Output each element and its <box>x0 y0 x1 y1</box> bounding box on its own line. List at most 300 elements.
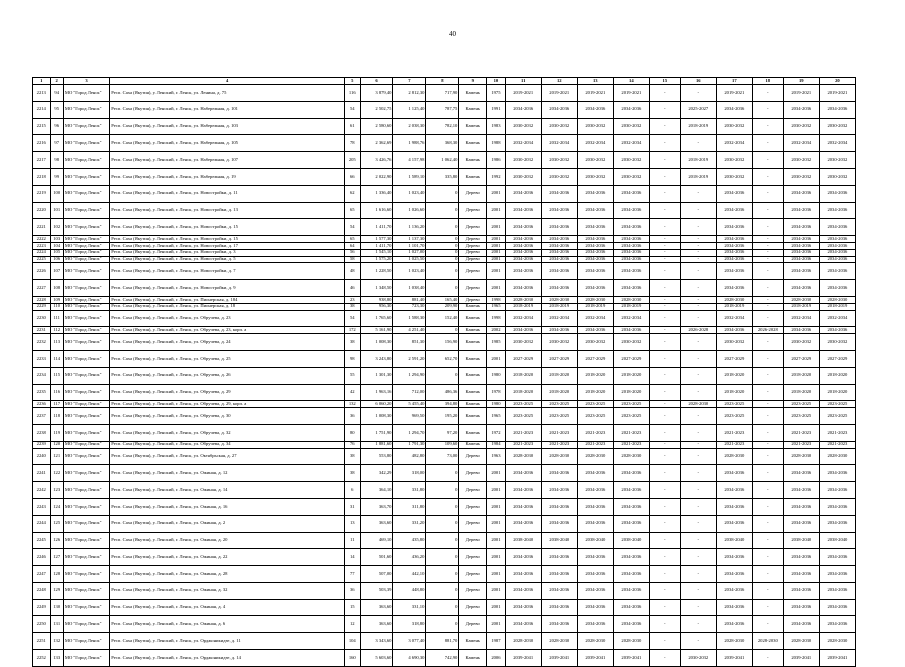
table-cell: - <box>752 482 783 499</box>
table-cell: 2028-2030 <box>680 401 716 408</box>
table-cell: 2023-2025 <box>613 401 649 408</box>
table-cell: - <box>752 650 783 667</box>
table-cell: 2034-2036 <box>613 219 649 236</box>
table-cell: 2027-2029 <box>577 350 613 367</box>
table-cell: 2034-2036 <box>819 327 855 334</box>
table-cell: 2236 <box>33 401 51 408</box>
table-cell: - <box>649 168 680 185</box>
table-cell: Дерево <box>459 532 487 549</box>
table-cell: 2028-2030 <box>716 448 752 465</box>
table-cell: 2250 <box>33 616 51 633</box>
table-cell: 2032-2034 <box>613 135 649 152</box>
table-cell: 2241 <box>33 465 51 482</box>
table-cell: - <box>680 549 716 566</box>
table-cell: 2217 <box>33 152 51 169</box>
table-cell: - <box>680 256 716 263</box>
table-row <box>33 633 856 650</box>
table-cell: МО "Город Ленск" <box>63 424 109 441</box>
table-cell: 6 <box>345 482 360 499</box>
table-cell: 1983 <box>487 118 506 135</box>
table-cell: 2034-2036 <box>613 582 649 599</box>
table-cell: 2001 <box>487 202 506 219</box>
table-cell: МО "Город Ленск" <box>63 101 109 118</box>
table-cell: 2034-2036 <box>541 280 577 297</box>
table-row <box>33 532 856 549</box>
table-cell: 2034-2036 <box>505 566 541 583</box>
table-cell: 2034-2036 <box>505 599 541 616</box>
table-cell: 4 251,40 <box>393 327 426 334</box>
table-cell: - <box>649 549 680 566</box>
table-cell: 2034-2036 <box>577 566 613 583</box>
table-cell: 2023-2025 <box>505 408 541 425</box>
table-cell: 160 <box>345 650 360 667</box>
table-cell: 1 137,30 <box>393 236 426 243</box>
table-cell: 98 <box>50 152 63 169</box>
table-cell: 2220 <box>33 202 51 219</box>
table-cell: 1 027,00 <box>393 249 426 256</box>
table-cell: 2028-2030 <box>505 296 541 303</box>
table-row <box>33 515 856 532</box>
table-cell: 2034-2036 <box>577 498 613 515</box>
table-cell: 2030-2032 <box>613 168 649 185</box>
table-cell: 2001 <box>487 185 506 202</box>
table-cell: 0 <box>426 185 459 202</box>
table-cell: - <box>752 599 783 616</box>
table-cell: 42 <box>345 384 360 401</box>
table-cell: Камень <box>459 650 487 667</box>
table-cell: 2034-2036 <box>716 482 752 499</box>
table-row <box>33 448 856 465</box>
table-cell: Камень <box>459 303 487 310</box>
table-cell: 2001 <box>487 465 506 482</box>
table-cell: Дерево <box>459 448 487 465</box>
table-cell: - <box>752 532 783 549</box>
table-cell: 2 022,90 <box>360 168 393 185</box>
table-cell: 2243 <box>33 498 51 515</box>
table-cell: 36 <box>345 582 360 599</box>
table-cell: 2034-2036 <box>783 482 819 499</box>
table-cell: 2038-2040 <box>819 532 855 549</box>
table-cell: 1 301,30 <box>360 367 393 384</box>
table-cell: 2229 <box>33 303 51 310</box>
table-cell: 2018-2020 <box>819 367 855 384</box>
table-cell: 2034-2036 <box>577 616 613 633</box>
column-number-header: 16 <box>680 78 716 85</box>
table-cell: Дерево <box>459 249 487 256</box>
table-cell: - <box>752 384 783 401</box>
table-cell: 2018-2020 <box>541 384 577 401</box>
table-cell: 2001 <box>487 616 506 633</box>
table-cell: 2034-2036 <box>505 185 541 202</box>
table-row <box>33 424 856 441</box>
table-cell: 2226 <box>33 263 51 280</box>
table-cell: 2034-2036 <box>716 202 752 219</box>
table-cell: 106 <box>50 256 63 263</box>
table-cell: 2034-2036 <box>613 263 649 280</box>
table-cell: 2034-2036 <box>716 185 752 202</box>
table-cell: 2034-2036 <box>716 599 752 616</box>
table-cell: 1985 <box>487 334 506 351</box>
table-cell: 717,90 <box>426 85 459 102</box>
table-cell: 2034-2036 <box>541 515 577 532</box>
table-cell: Камень <box>459 101 487 118</box>
table-cell: 2251 <box>33 633 51 650</box>
table-cell: 2034-2036 <box>613 566 649 583</box>
table-cell: 1 023,40 <box>393 263 426 280</box>
table-cell: 2030-2032 <box>783 152 819 169</box>
table-cell: 104 <box>345 633 360 650</box>
table-cell: 2034-2036 <box>783 566 819 583</box>
table-cell: 2034-2036 <box>716 280 752 297</box>
table-cell: МО "Город Ленск" <box>63 633 109 650</box>
table-cell: - <box>752 566 783 583</box>
table-cell: 2034-2036 <box>716 219 752 236</box>
table-cell: 2018-2020 <box>783 367 819 384</box>
table-cell: 2244 <box>33 515 51 532</box>
table-cell: - <box>649 582 680 599</box>
table-cell: 2039-2041 <box>577 650 613 667</box>
table-cell: 38 <box>345 448 360 465</box>
table-cell: 2034-2036 <box>577 280 613 297</box>
table-cell: МО "Город Ленск" <box>63 599 109 616</box>
table-cell: 98 <box>345 350 360 367</box>
table-cell: 2034-2036 <box>783 249 819 256</box>
table-cell: Дерево <box>459 236 487 243</box>
table-cell: 2034-2036 <box>577 185 613 202</box>
table-cell: 394,80 <box>426 401 459 408</box>
table-cell: - <box>752 367 783 384</box>
table-cell: Камень <box>459 168 487 185</box>
table-cell: - <box>649 256 680 263</box>
table-cell: - <box>649 616 680 633</box>
table-cell: 1 025,50 <box>393 256 426 263</box>
table-cell: 331,20 <box>393 515 426 532</box>
table-cell: Респ. Саха (Якутия), у. Ленский, г. Ленск, ул. Обручева, д. 29, корп. а <box>110 401 345 408</box>
table-cell: 15 <box>345 599 360 616</box>
table-cell: 0 <box>426 566 459 583</box>
table-cell: 482,80 <box>393 448 426 465</box>
column-number-header: 20 <box>819 78 855 85</box>
table-cell: 2034-2036 <box>541 327 577 334</box>
table-cell: 2019-2021 <box>613 85 649 102</box>
table-cell: 2028-2030 <box>819 296 855 303</box>
table-row <box>33 401 856 408</box>
table-cell: 2238 <box>33 424 51 441</box>
table-cell: Дерево <box>459 515 487 532</box>
table-cell: 76 <box>345 441 360 448</box>
table-cell: 2034-2036 <box>541 101 577 118</box>
table-cell: 1965 <box>487 303 506 310</box>
table-cell: 2237 <box>33 408 51 425</box>
table-cell: Дерево <box>459 202 487 219</box>
table-cell: 2235 <box>33 384 51 401</box>
table-cell: 14 <box>345 549 360 566</box>
table-cell: 11 <box>345 532 360 549</box>
table-cell: 119 <box>50 424 63 441</box>
table-row <box>33 482 856 499</box>
table-cell: 2034-2036 <box>541 549 577 566</box>
table-cell: 448,80 <box>393 582 426 599</box>
table-cell: 2034-2036 <box>613 465 649 482</box>
table-cell: 318,80 <box>393 616 426 633</box>
table-row <box>33 582 856 599</box>
table-cell: 2227 <box>33 280 51 297</box>
column-number-header: 3 <box>63 78 109 85</box>
table-cell: 2219 <box>33 185 51 202</box>
table-cell: 2034-2036 <box>577 465 613 482</box>
table-cell: 2030-2032 <box>577 334 613 351</box>
table-cell: 2034-2036 <box>783 582 819 599</box>
table-cell: 2001 <box>487 566 506 583</box>
table-cell: 65 <box>345 236 360 243</box>
table-cell: 2019-2021 <box>541 85 577 102</box>
table-cell: 6 060,20 <box>360 401 393 408</box>
table-cell: 64 <box>345 242 360 249</box>
table-cell: МО "Город Ленск" <box>63 650 109 667</box>
table-cell: 1980 <box>487 367 506 384</box>
table-cell: 2027-2029 <box>783 350 819 367</box>
table-cell: 1 101,70 <box>393 242 426 249</box>
table-cell: 2023-2025 <box>716 401 752 408</box>
table-cell: - <box>649 280 680 297</box>
table-cell: 2030-2032 <box>613 152 649 169</box>
table-cell: Дерево <box>459 616 487 633</box>
table-cell: 2021-2023 <box>819 441 855 448</box>
table-cell: 2038-2040 <box>505 532 541 549</box>
table-cell: 2039-2041 <box>783 650 819 667</box>
table-cell: 435,80 <box>393 532 426 549</box>
table-cell: 2027-2029 <box>819 350 855 367</box>
table-cell: 1 008,30 <box>360 408 393 425</box>
table-row <box>33 350 856 367</box>
table-cell: МО "Город Ленск" <box>63 350 109 367</box>
table-cell: 1980 <box>487 401 506 408</box>
table-cell: 96 <box>50 118 63 135</box>
table-cell: МО "Город Ленск" <box>63 118 109 135</box>
table-cell: 2034-2036 <box>505 242 541 249</box>
table-cell: 2228 <box>33 296 51 303</box>
table-cell: 2028-2030 <box>577 633 613 650</box>
table-cell: Камень <box>459 441 487 448</box>
table-cell: 1 588,30 <box>393 310 426 327</box>
table-cell: 80 <box>345 424 360 441</box>
table-cell: - <box>752 185 783 202</box>
table-cell: 2030-2032 <box>680 650 716 667</box>
table-cell: 2034-2036 <box>577 599 613 616</box>
table-cell: МО "Город Ленск" <box>63 135 109 152</box>
table-cell: Дерево <box>459 482 487 499</box>
table-cell: 2019-2021 <box>819 85 855 102</box>
table-cell: - <box>752 263 783 280</box>
table-row <box>33 599 856 616</box>
table-cell: 2038-2040 <box>613 532 649 549</box>
table-cell: 2023-2025 <box>783 401 819 408</box>
table-cell: 2001 <box>487 599 506 616</box>
table-cell: 2028-2030 <box>752 633 783 650</box>
table-cell: 172 <box>345 327 360 334</box>
table-cell: 2018-2020 <box>541 367 577 384</box>
table-cell: 2032-2034 <box>577 135 613 152</box>
table-cell: 3 343,60 <box>360 633 393 650</box>
table-cell: - <box>752 280 783 297</box>
table-cell: 2021-2023 <box>505 441 541 448</box>
table-row <box>33 303 856 310</box>
table-cell: МО "Город Ленск" <box>63 327 109 334</box>
table-cell: 2034-2036 <box>819 185 855 202</box>
table-cell: 2038-2040 <box>577 532 613 549</box>
table-cell: 4 690,30 <box>393 650 426 667</box>
table-cell: - <box>649 242 680 249</box>
table-cell: 156,90 <box>426 334 459 351</box>
table-cell: 109,60 <box>426 441 459 448</box>
table-cell: 1 963,16 <box>360 384 393 401</box>
table-cell: 2018-2020 <box>716 384 752 401</box>
table-cell: 969,50 <box>393 408 426 425</box>
table-cell: 117 <box>50 401 63 408</box>
table-cell: 2030-2032 <box>819 168 855 185</box>
table-cell: - <box>649 465 680 482</box>
table-cell: 1978 <box>487 384 506 401</box>
table-cell: - <box>752 401 783 408</box>
table-cell: 2030-2032 <box>505 118 541 135</box>
table-row <box>33 310 856 327</box>
table-cell: 2034-2036 <box>819 582 855 599</box>
table-cell: 152,40 <box>426 310 459 327</box>
table-cell: МО "Город Ленск" <box>63 549 109 566</box>
table-cell: 2034-2036 <box>541 242 577 249</box>
table-cell: - <box>649 185 680 202</box>
table-cell: 2034-2036 <box>541 599 577 616</box>
table-cell: 2247 <box>33 566 51 583</box>
table-row <box>33 85 856 102</box>
table-cell: 2025-2027 <box>680 101 716 118</box>
table-cell: 2 580,60 <box>360 118 393 135</box>
table-cell: - <box>649 202 680 219</box>
column-number-header: 15 <box>649 78 680 85</box>
table-cell: 195,20 <box>426 408 459 425</box>
table-cell: 2030-2032 <box>577 118 613 135</box>
table-cell: 2222 <box>33 236 51 243</box>
table-cell: 2034-2036 <box>783 549 819 566</box>
table-cell: 3 879,40 <box>360 85 393 102</box>
table-cell: 2034-2036 <box>505 465 541 482</box>
table-cell: 2034-2036 <box>505 219 541 236</box>
table-cell: 2034-2036 <box>716 327 752 334</box>
table-cell: Респ. Саха (Якутия), у. Ленский, г. Ленск, ул. Набережная, д. 101 <box>110 101 345 118</box>
table-cell: 2023-2025 <box>541 401 577 408</box>
table-cell: 2034-2036 <box>505 101 541 118</box>
table-cell: Респ. Саха (Якутия), у. Ленский, г. Ленск, ул. Октябрьская, д. 27 <box>110 448 345 465</box>
table-cell: 2018-2020 <box>819 384 855 401</box>
table-cell: 2034-2036 <box>613 498 649 515</box>
table-cell: 1 228,50 <box>360 263 393 280</box>
table-cell: 5 161,90 <box>360 327 393 334</box>
table-cell: Респ. Саха (Якутия), у. Ленский, г. Ленск, ул. Обручева, д. 32 <box>110 424 345 441</box>
table-cell: - <box>752 549 783 566</box>
table-cell: 2028-2030 <box>505 448 541 465</box>
table-cell: - <box>680 384 716 401</box>
table-cell: 1 411,70 <box>360 242 393 249</box>
table-cell: 0 <box>426 582 459 599</box>
table-cell: 2034-2036 <box>577 482 613 499</box>
table-cell: МО "Город Ленск" <box>63 280 109 297</box>
table-cell: 363,60 <box>360 616 393 633</box>
table-cell: 2034-2036 <box>783 515 819 532</box>
table-cell: 38 <box>345 334 360 351</box>
table-cell: 331,10 <box>393 599 426 616</box>
table-cell: 2221 <box>33 219 51 236</box>
table-cell: 712,00 <box>393 384 426 401</box>
table-cell: 2034-2036 <box>819 242 855 249</box>
table-row <box>33 280 856 297</box>
table-cell: 2023-2025 <box>819 408 855 425</box>
table-cell: Дерево <box>459 242 487 249</box>
table-cell: 2034-2036 <box>783 202 819 219</box>
table-cell: 2216 <box>33 135 51 152</box>
table-cell: - <box>752 168 783 185</box>
table-cell: - <box>649 599 680 616</box>
table-cell: - <box>680 408 716 425</box>
table-cell: 2034-2036 <box>783 263 819 280</box>
table-cell: 2032-2034 <box>613 310 649 327</box>
table-cell: 364,10 <box>360 482 393 499</box>
table-cell: - <box>752 236 783 243</box>
table-cell: 2030-2032 <box>613 334 649 351</box>
table-cell: 2018-2019 <box>505 303 541 310</box>
table-cell: 127 <box>50 549 63 566</box>
table-cell: - <box>649 85 680 102</box>
table-cell: - <box>649 310 680 327</box>
table-row <box>33 185 856 202</box>
column-number-header: 6 <box>360 78 393 85</box>
table-cell: 2038-2040 <box>716 532 752 549</box>
table-row <box>33 152 856 169</box>
table-cell: 2021-2023 <box>783 424 819 441</box>
table-cell: 132 <box>50 633 63 650</box>
table-cell: - <box>649 327 680 334</box>
table-cell: 2039-2041 <box>613 650 649 667</box>
column-number-header: 12 <box>541 78 577 85</box>
table-row <box>33 650 856 667</box>
table-cell: 2019-2021 <box>716 85 752 102</box>
table-cell: Респ. Саха (Якутия), у. Ленский, г. Ленск, ул. Обручева, д. 30 <box>110 408 345 425</box>
table-cell: 2032-2034 <box>505 135 541 152</box>
table-cell: Респ. Саха (Якутия), у. Ленский, г. Ленск, ул. Новостройки, д. 15 <box>110 236 345 243</box>
table-cell: 2034-2036 <box>783 219 819 236</box>
table-cell: 2034-2036 <box>505 263 541 280</box>
table-cell: 2034-2036 <box>783 616 819 633</box>
table-cell: 2018-2019 <box>577 303 613 310</box>
table-cell: - <box>680 515 716 532</box>
table-cell: 2034-2036 <box>783 465 819 482</box>
table-cell: 23 <box>345 296 360 303</box>
table-cell: - <box>752 448 783 465</box>
table-cell: 2028-2030 <box>613 448 649 465</box>
table-cell: 36 <box>345 408 360 425</box>
table-cell: 125 <box>50 515 63 532</box>
table-row <box>33 334 856 351</box>
table-cell: - <box>680 249 716 256</box>
table-cell: 2034-2036 <box>505 616 541 633</box>
table-cell: 2034-2036 <box>783 101 819 118</box>
table-cell: 368,30 <box>426 135 459 152</box>
table-cell: 13 <box>345 515 360 532</box>
table-cell: 2034-2036 <box>541 219 577 236</box>
table-cell: 2032-2034 <box>819 310 855 327</box>
table-cell: Дерево <box>459 280 487 297</box>
table-cell: - <box>680 303 716 310</box>
table-cell: - <box>680 280 716 297</box>
